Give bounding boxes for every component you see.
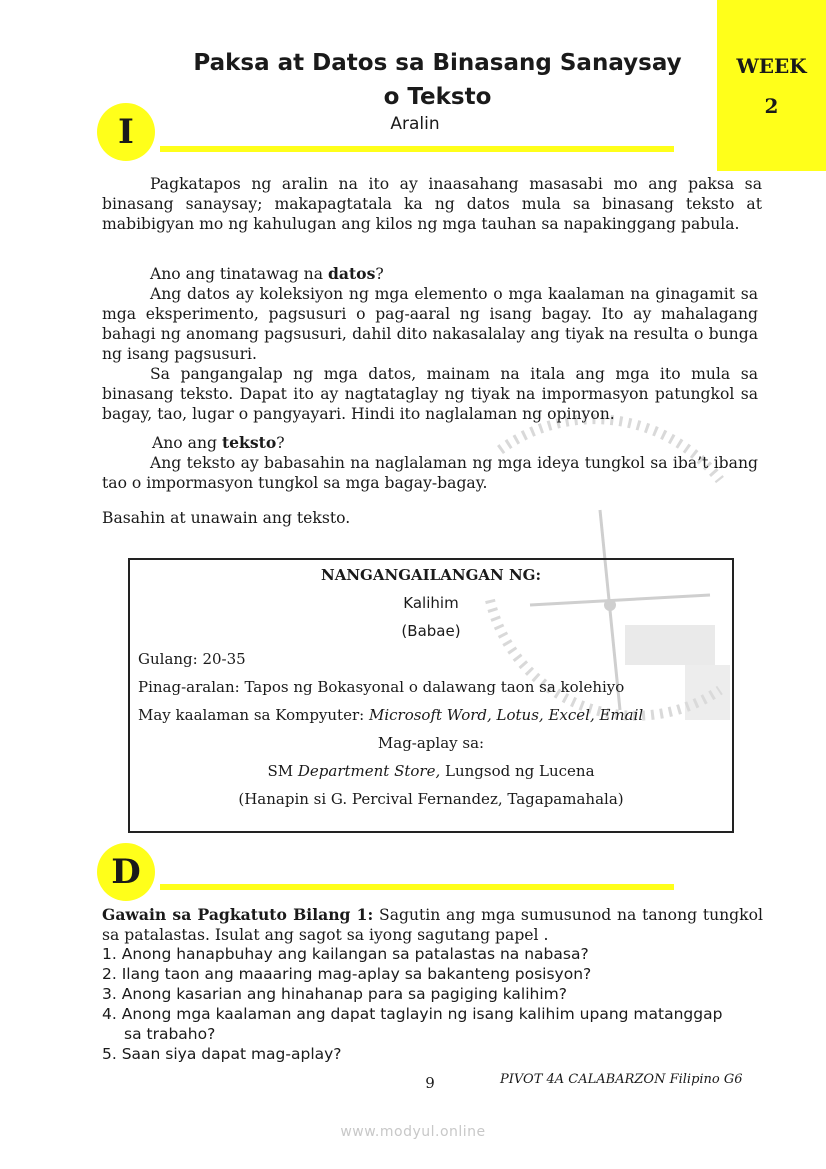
ad-gender: (Babae) (401, 622, 461, 640)
question-list (102, 944, 763, 1064)
teksto-question: Ano ang teksto? (152, 433, 285, 452)
week-label: WEEK (736, 54, 807, 78)
ad-age: Gulang: 20-35 (138, 650, 246, 668)
intro-paragraph (102, 174, 762, 234)
page-number: 9 (425, 1074, 435, 1092)
question-item: 4. Anong mga kaalaman ang dapat taglayin ng isang kalihim upang matanggap (102, 1005, 723, 1023)
ad-computer-skills: May kaalaman sa Kompyuter: Microsoft Word, Lotus, Excel, Email (138, 706, 644, 724)
question-item: 2. Ilang taon ang maaaring mag-aplay sa bakanteng posisyon? (102, 965, 592, 983)
datos-question: Ano ang tinatawag na datos? (150, 264, 384, 283)
week-number: 2 (764, 94, 779, 118)
question-item-continued: sa trabaho? (124, 1025, 216, 1043)
activity-text: Sagutin ang mga sumusunod na tanong tungkol sa patalastas. Isulat ang sagot sa iyong sagutang papel . (102, 906, 763, 944)
question-item: 3. Anong kasarian ang hinahanap para sa pagiging kalihim? (102, 985, 567, 1003)
teksto-definition: Ang teksto ay babasahin na naglalaman ng mga ideya tungkol sa iba’t ibang tao o impormasyon tungkol sa mga bagay-bagay. (102, 454, 758, 492)
title-line-1: Paksa at Datos sa Binasang Sanaysay (193, 50, 682, 76)
section-d-rule (160, 884, 674, 890)
ad-contact: (Hanapin si G. Percival Fernandez, Tagapamahala) (238, 790, 624, 808)
datos-section (102, 264, 758, 424)
section-d-badge: D (97, 843, 155, 901)
week-badge (717, 0, 826, 171)
ad-store: SM Department Store, Lungsod ng Lucena (267, 762, 595, 780)
activity-instructions (102, 905, 763, 945)
footer-series: PIVOT 4A CALABARZON Filipino G6 (500, 1072, 743, 1087)
ad-heading: NANGANGAILANGAN NG: (320, 566, 542, 584)
teksto-section (102, 433, 758, 493)
datos-definition: Ang datos ay koleksiyon ng mga elemento o mga kaalaman na ginagamit sa mga eksperimento, pagsusuri o pag-aaral ng isang bagay. Ito ay mahalagang bahagi ng anomang pagsusuri, dahil dito nakasalalay ang tiyak na resulta o bunga ng isang pagsusuri. (102, 285, 758, 363)
datos-note: Sa pangangalap ng mga datos, mainam na itala ang mga ito mula sa binasang teksto. Dapat ito ay nagtataglay ng tiyak na impormasyon patungkol sa bagay, tao, lugar o pangyayari. Hindi ito naglalaman ng opinyon. (102, 365, 758, 423)
reading-instruction: Basahin at unawain ang teksto. (102, 509, 351, 527)
title-line-2: o Teksto (383, 84, 492, 110)
page-title (180, 46, 695, 114)
ad-position: Kalihim (403, 594, 459, 612)
page-subtitle: Aralin (390, 114, 440, 134)
section-i-rule (160, 146, 674, 152)
activity-title: Gawain sa Pagkatuto Bilang 1: (102, 905, 374, 924)
section-i-badge: I (97, 103, 155, 161)
intro-text: Pagkatapos ng aralin na ito ay inaasahang masasabi mo ang paksa sa binasang sanaysay; makapagtatala ka ng datos mula sa binasang teksto at mabibigyan mo ng kahulugan ang kilos ng mga tauhan sa napakinggang pabula. (102, 175, 762, 233)
ad-education: Pinag-aralan: Tapos ng Bokasyonal o dalawang taon sa kolehiyo (138, 678, 625, 696)
question-item: 1. Anong hanapbuhay ang kailangan sa patalastas na nabasa? (102, 945, 589, 963)
question-item: 5. Saan siya dapat mag-aplay? (102, 1045, 342, 1063)
site-watermark: www.modyul.online (340, 1124, 486, 1140)
ad-apply-label: Mag-aplay sa: (377, 734, 485, 752)
